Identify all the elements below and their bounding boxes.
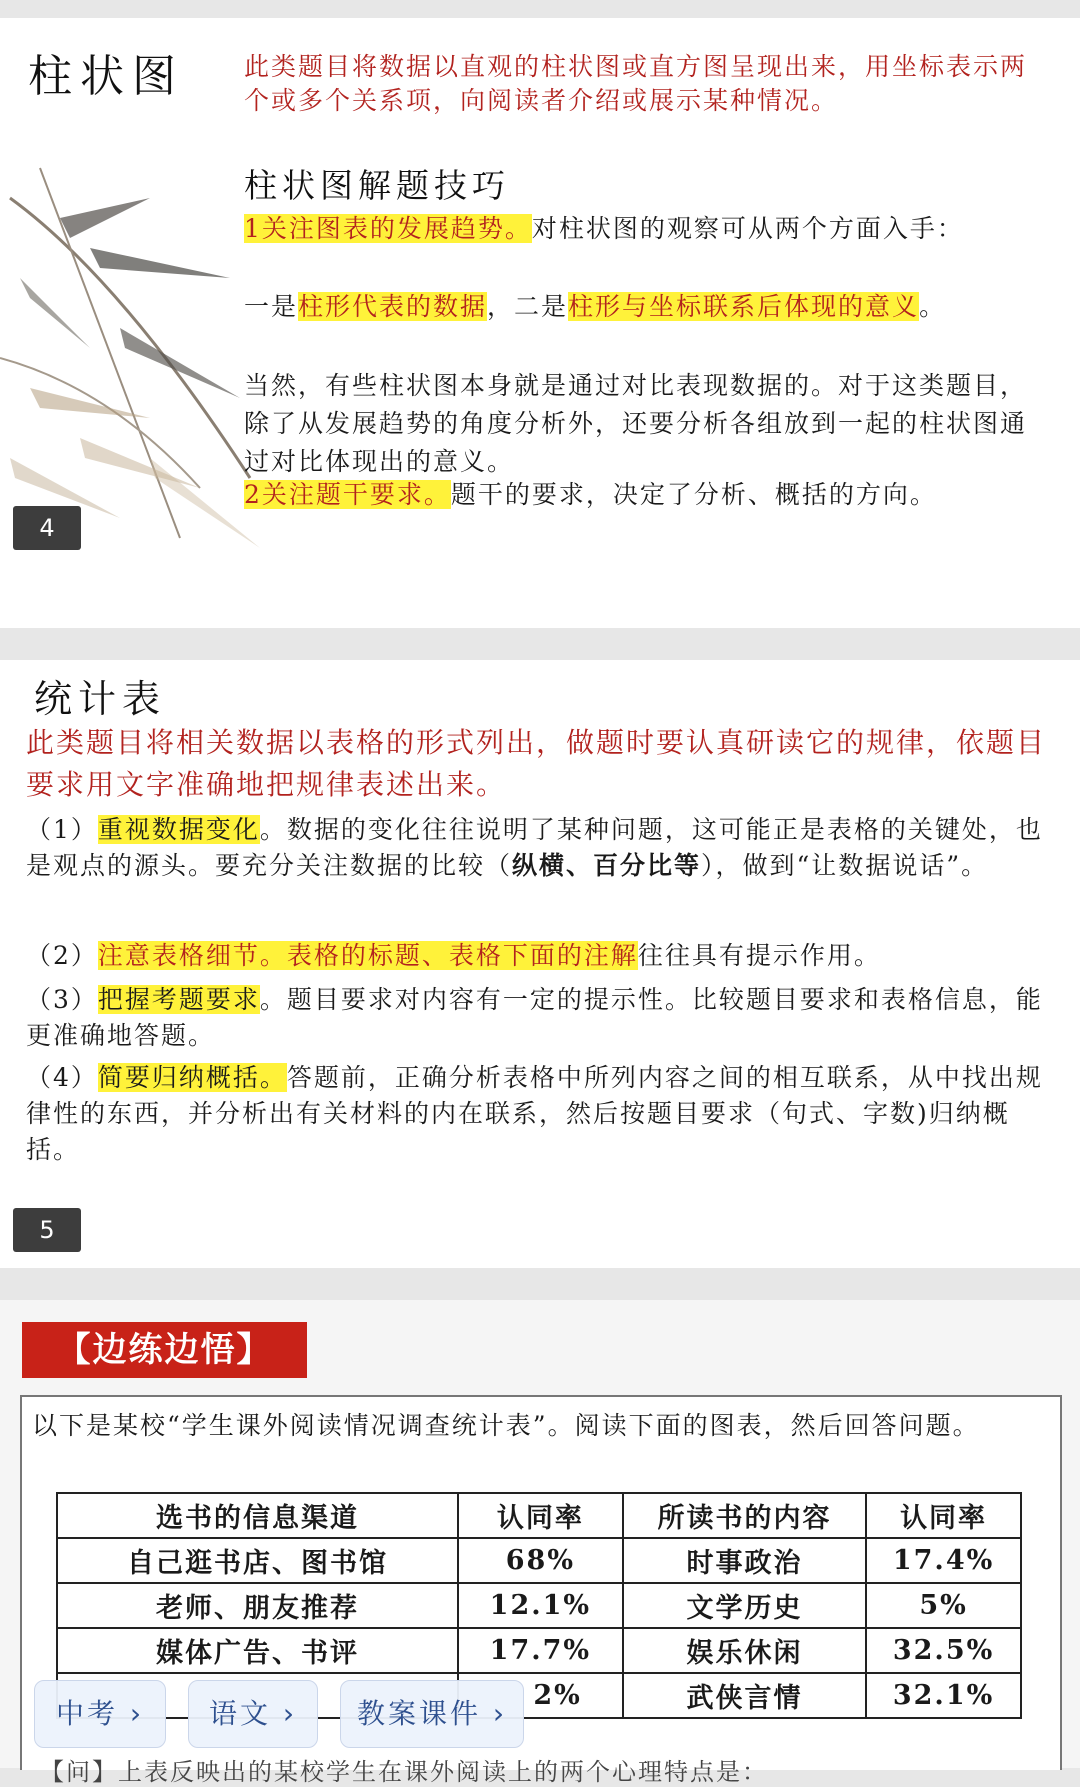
intro-text: 此类题目将数据以直观的柱状图或直方图呈现出来，用坐标表示两个或多个关系项，向阅读者介绍或展示某种情况。 [244,52,1028,115]
table-cell: 2% [458,1673,623,1718]
tag-chip-zhongkao[interactable]: 中考 › [34,1680,166,1748]
page-number: 5 [13,1208,81,1252]
tip-2-highlight: 2关注题干要求。 [244,480,451,509]
item-text: 。数据的变化往往说明了某种问题，这可能正是表格的关键处，也是观点的源头。要充分关注数据的比较（ [26,815,1043,880]
table-cell: 娱乐休闲 [623,1628,866,1673]
table-header: 认同率 [458,1493,623,1538]
section-subtitle: 柱状图解题技巧 [244,166,510,205]
tip-2 [244,476,1024,514]
tip-1-text: 对柱状图的观察可从两个方面入手： [531,214,964,243]
item-text: 往往具有提示作用。 [637,941,881,970]
item-number: （2） [26,941,98,970]
question-text: 以下是某校“学生课外阅读情况调查统计表”。阅读下面的图表，然后回答问题。 [32,1411,980,1440]
item-number: （4） [26,1063,98,1092]
tag-chip-yuwen[interactable]: 语文 › [188,1680,318,1748]
table-header: 所读书的内容 [623,1493,866,1538]
tip-2-text: 题干的要求，决定了分析、概括的方向。 [450,480,937,509]
table-cell: 自己逛书店、图书馆 [57,1538,458,1583]
table-cell: 5% [866,1583,1021,1628]
table-cell: 媒体广告、书评 [57,1628,458,1673]
tip-1 [244,210,1024,248]
slide-bar-chart [0,18,1080,628]
table-row [57,1538,1021,1583]
table-cell: 12.1% [458,1583,623,1628]
detail-highlight-2: 柱形与坐标联系后体现的意义 [568,292,920,321]
item-text: 。题目要求对内容有一定的提示性。比较题目要求和表格信息，能更准确地答题。 [26,985,1043,1050]
table-cell: 武侠言情 [623,1673,866,1718]
item-highlight: 简要归纳概括。 [97,1063,287,1092]
slide-statistics-table [0,660,1080,1268]
table-cell: 17.4% [866,1538,1021,1583]
item-highlight: 注意表格细节。表格的标题、表格下面的注解 [97,941,638,970]
table-header: 选书的信息渠道 [57,1493,458,1538]
table-cell: 17.7% [458,1628,623,1673]
detail-text-c: 。 [919,292,947,321]
question-prompt: 【问】上表反映出的某校学生在课外阅读上的两个心理特点是： [40,1758,768,1786]
table-cell: 时事政治 [623,1538,866,1583]
item-2 [26,938,1056,974]
item-bold: 纵横、百分比等 [512,851,702,880]
table-header: 认同率 [866,1493,1021,1538]
table-cell: 文学历史 [623,1583,866,1628]
item-3 [26,982,1056,1054]
item-highlight: 重视数据变化 [97,815,260,844]
table-row [57,1583,1021,1628]
detail-text-a: 一是 [244,292,299,321]
item-text: 答题前，正确分析表格中所列内容之间的相互联系，从中找出规律性的东西，并分析出有关材料的内在联系，然后按题目要求（句式、字数)归纳概括。 [26,1063,1043,1164]
tip-1-detail [244,288,1024,326]
detail-highlight-1: 柱形代表的数据 [298,292,488,321]
table-cell: 32.1% [866,1673,1021,1718]
page-title: 统计表 [34,677,167,721]
item-number: （3） [26,985,98,1014]
practice-tag: 【边练边悟】 [22,1322,307,1378]
page-title: 柱状图 [28,51,184,102]
page-number: 4 [13,506,81,550]
paragraph-3: 当然，有些柱状图本身就是通过对比表现数据的。对于这类题目，除了从发展趋势的角度分析外，还要分析各组放到一起的柱状图通过对比体现出的意义。 [244,371,1028,476]
table-row [57,1628,1021,1673]
item-number: （1） [26,815,98,844]
tag-chip-courseware[interactable]: 教案课件 › [340,1680,524,1748]
detail-text-b: ，二是 [487,292,569,321]
table-header-row [57,1493,1021,1538]
table-cell: 32.5% [866,1628,1021,1673]
item-1 [26,812,1056,884]
table-cell: 老师、朋友推荐 [57,1583,458,1628]
tip-1-highlight: 1关注图表的发展趋势。 [244,214,532,243]
table-cell: 68% [458,1538,623,1583]
item-tail: ），做到“让数据说话”。 [701,851,989,880]
item-4 [26,1060,1056,1168]
item-highlight: 把握考题要求 [97,985,260,1014]
intro-text: 此类题目将相关数据以表格的形式列出，做题时要认真研读它的规律，依题目要求用文字准确地把规律表述出来。 [26,726,1047,801]
